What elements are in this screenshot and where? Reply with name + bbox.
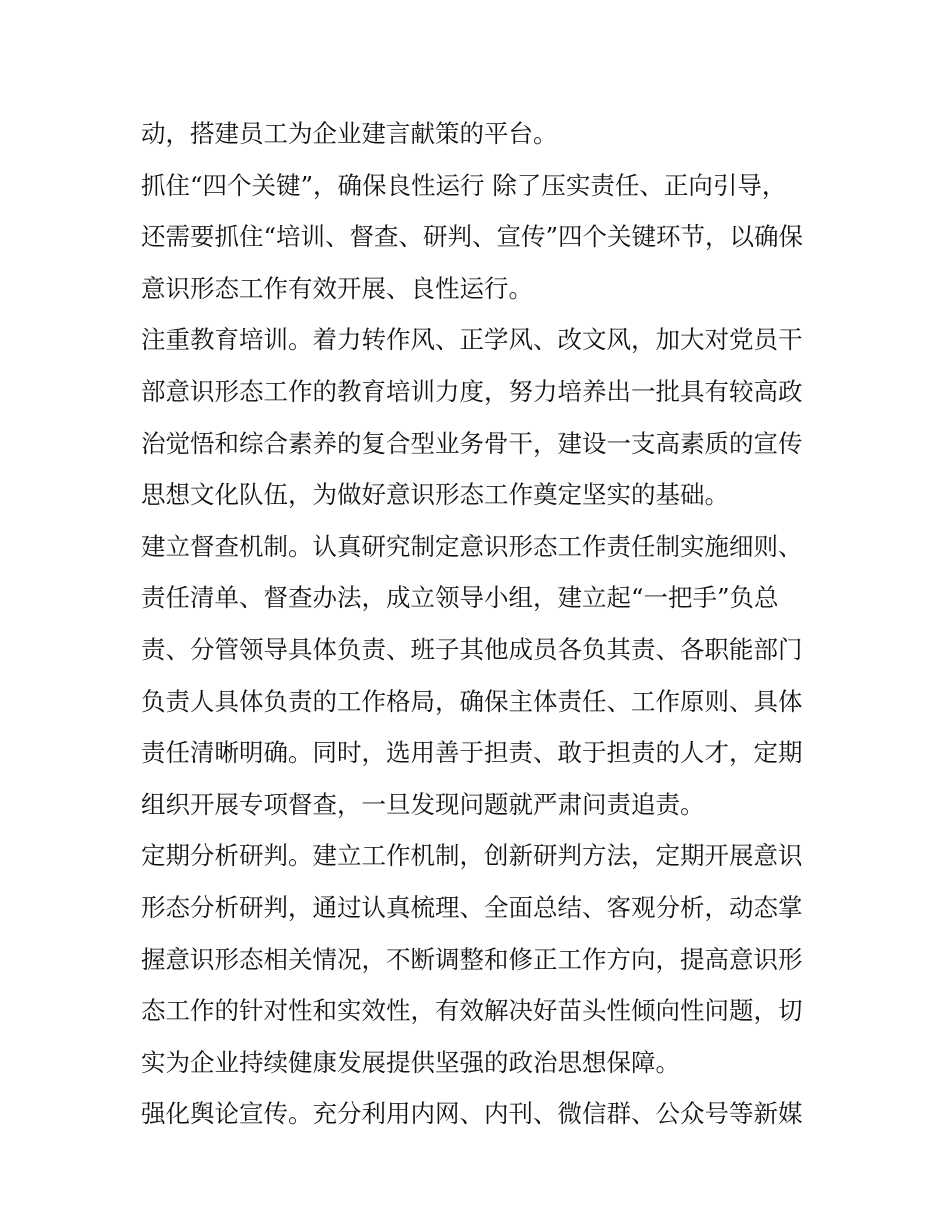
text-line: 实为企业持续健康发展提供坚强的政治思想保障。 [141,1047,680,1077]
text-line: 部意识形态工作的教育培训力度，努力培养出一批具有较高政 [141,376,803,406]
body-text [141,108,821,1140]
text-line: 握意识形态相关情况，不断调整和修正工作方向，提高意识形 [141,944,803,974]
text-line: 责、分管领导具体负责、班子其他成员各负其责、各职能部门 [141,634,803,664]
text-line: 形态分析研判，通过认真梳理、全面总结、客观分析，动态掌 [141,892,803,922]
text-line: 强化舆论宣传。充分利用内网、内刊、微信群、公众号等新媒 [141,1099,803,1129]
text-line: 抓住“四个关键”，确保良性运行 除了压实责任、正向引导， [141,170,787,200]
text-line: 意识形态工作有效开展、良性运行。 [141,273,533,303]
text-line: 组织开展专项督查，一旦发现问题就严肃问责追责。 [141,789,705,819]
text-line: 责任清晰明确。同时，选用善于担责、敢于担责的人才，定期 [141,738,803,768]
text-line: 态工作的针对性和实效性，有效解决好苗头性倾向性问题，切 [141,996,803,1026]
text-line: 治觉悟和综合素养的复合型业务骨干，建设一支高素质的宣传 [141,428,803,458]
text-line: 还需要抓住“培训、督查、研判、宣传”四个关键环节，以确保 [141,222,804,252]
text-line: 注重教育培训。着力转作风、正学风、改文风，加大对党员干 [141,325,803,355]
text-line: 思想文化队伍，为做好意识形态工作奠定坚实的基础。 [141,480,729,510]
text-line: 动，搭建员工为企业建言献策的平台。 [141,119,558,148]
text-line: 建立督查机制。认真研究制定意识形态工作责任制实施细则、 [141,531,803,561]
text-line: 责任清单、督查办法，成立领导小组，建立起“一把手”负总 [141,583,779,613]
text-line: 负责人具体负责的工作格局，确保主体责任、工作原则、具体 [141,686,803,716]
text-line: 定期分析研判。建立工作机制，创新研判方法，定期开展意识 [141,841,803,871]
